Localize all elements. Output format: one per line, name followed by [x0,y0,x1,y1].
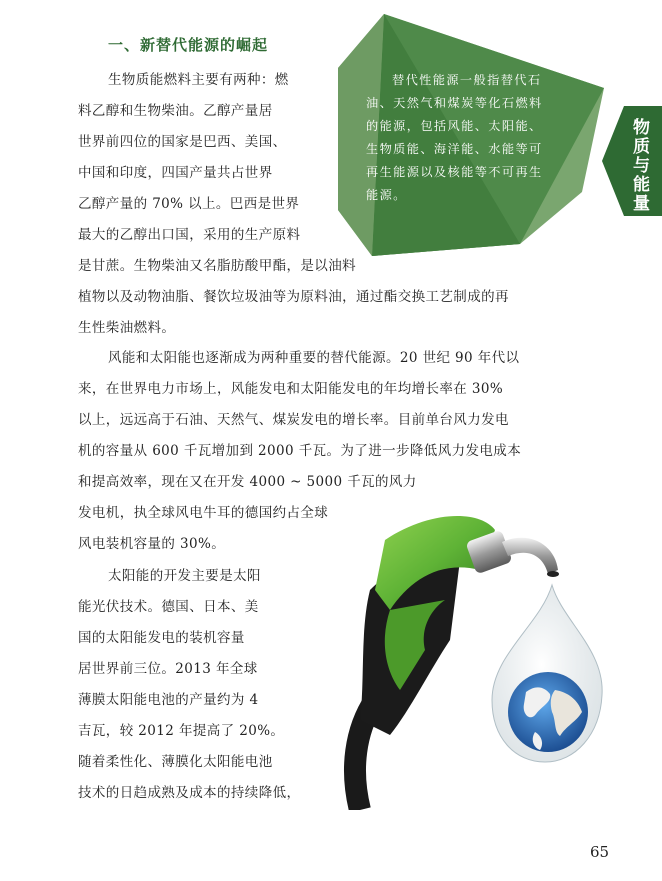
body-line: 料乙醇和生物柴油。乙醇产量居 [78,103,273,119]
body-line: 吉瓦，较 2012 年提高了 20%。 [78,723,285,739]
callout-line: 的能源，包括风能、太阳能、 [366,119,543,133]
body-line: 发电机，执全球风电牛耳的德国约占全球 [78,505,329,521]
fuel-nozzle-globe-illustration [330,500,630,810]
body-line: 技术的日趋成熟及成本的持续降低， [78,785,301,801]
callout-line: 替代性能源一般指替代石 [392,73,542,87]
body-line: 风电装机容量的 30%。 [78,536,226,552]
body-line: 来，在世界电力市场上，风能发电和太阳能发电的年均增长率在 30% [78,381,504,397]
body-line: 最大的乙醇出口国，采用的生产原料 [78,227,301,243]
body-line: 太阳能的开发主要是太阳 [108,568,261,584]
body-line: 是甘蔗。生物柴油又名脂肪酸甲酯，是以油料 [78,258,356,274]
section-heading: 一、新替代能源的崛起 [108,36,269,54]
body-line: 世界前四位的国家是巴西、美国、 [78,134,287,150]
side-tab-label: 物质与能量 [629,118,649,213]
body-line: 乙醇产量的 70% 以上。巴西是世界 [78,196,300,212]
callout-line: 生物质能、海洋能、水能等可 [366,142,543,156]
body-line: 机的容量从 600 千瓦增加到 2000 千瓦。为了进一步降低风力发电成本 [78,443,522,459]
body-line: 植物以及动物油脂、餐饮垃圾油等为原料油，通过酯交换工艺制成的再 [78,289,509,305]
body-line: 国的太阳能发电的装机容量 [78,630,245,646]
body-line: 生物质能燃料主要有两种：燃 [108,72,289,88]
body-line: 和提高效率，现在又在开发 4000 ~ 5000 千瓦的风力 [78,474,417,490]
body-line: 中国和印度，四国产量共占世界 [78,165,273,181]
body-line: 风能和太阳能也逐渐成为两种重要的替代能源。20 世纪 90 年代以 [108,350,520,366]
callout-line: 能源。 [366,188,407,202]
callout-line: 油、天然气和煤炭等化石燃料 [366,96,543,110]
body-line: 居世界前三位。2013 年全球 [78,661,258,677]
body-line: 生性柴油燃料。 [78,320,176,336]
page-number: 65 [590,843,610,861]
body-line: 以上，远远高于石油、天然气、煤炭发电的增长率。目前单台风力发电 [78,412,509,428]
body-line: 薄膜太阳能电池的产量约为 4 [78,692,259,708]
body-line: 能光伏技术。德国、日本、美 [78,599,259,615]
callout-line: 再生能源以及核能等不可再生 [366,165,543,179]
body-line: 随着柔性化、薄膜化太阳能电池 [78,754,273,770]
